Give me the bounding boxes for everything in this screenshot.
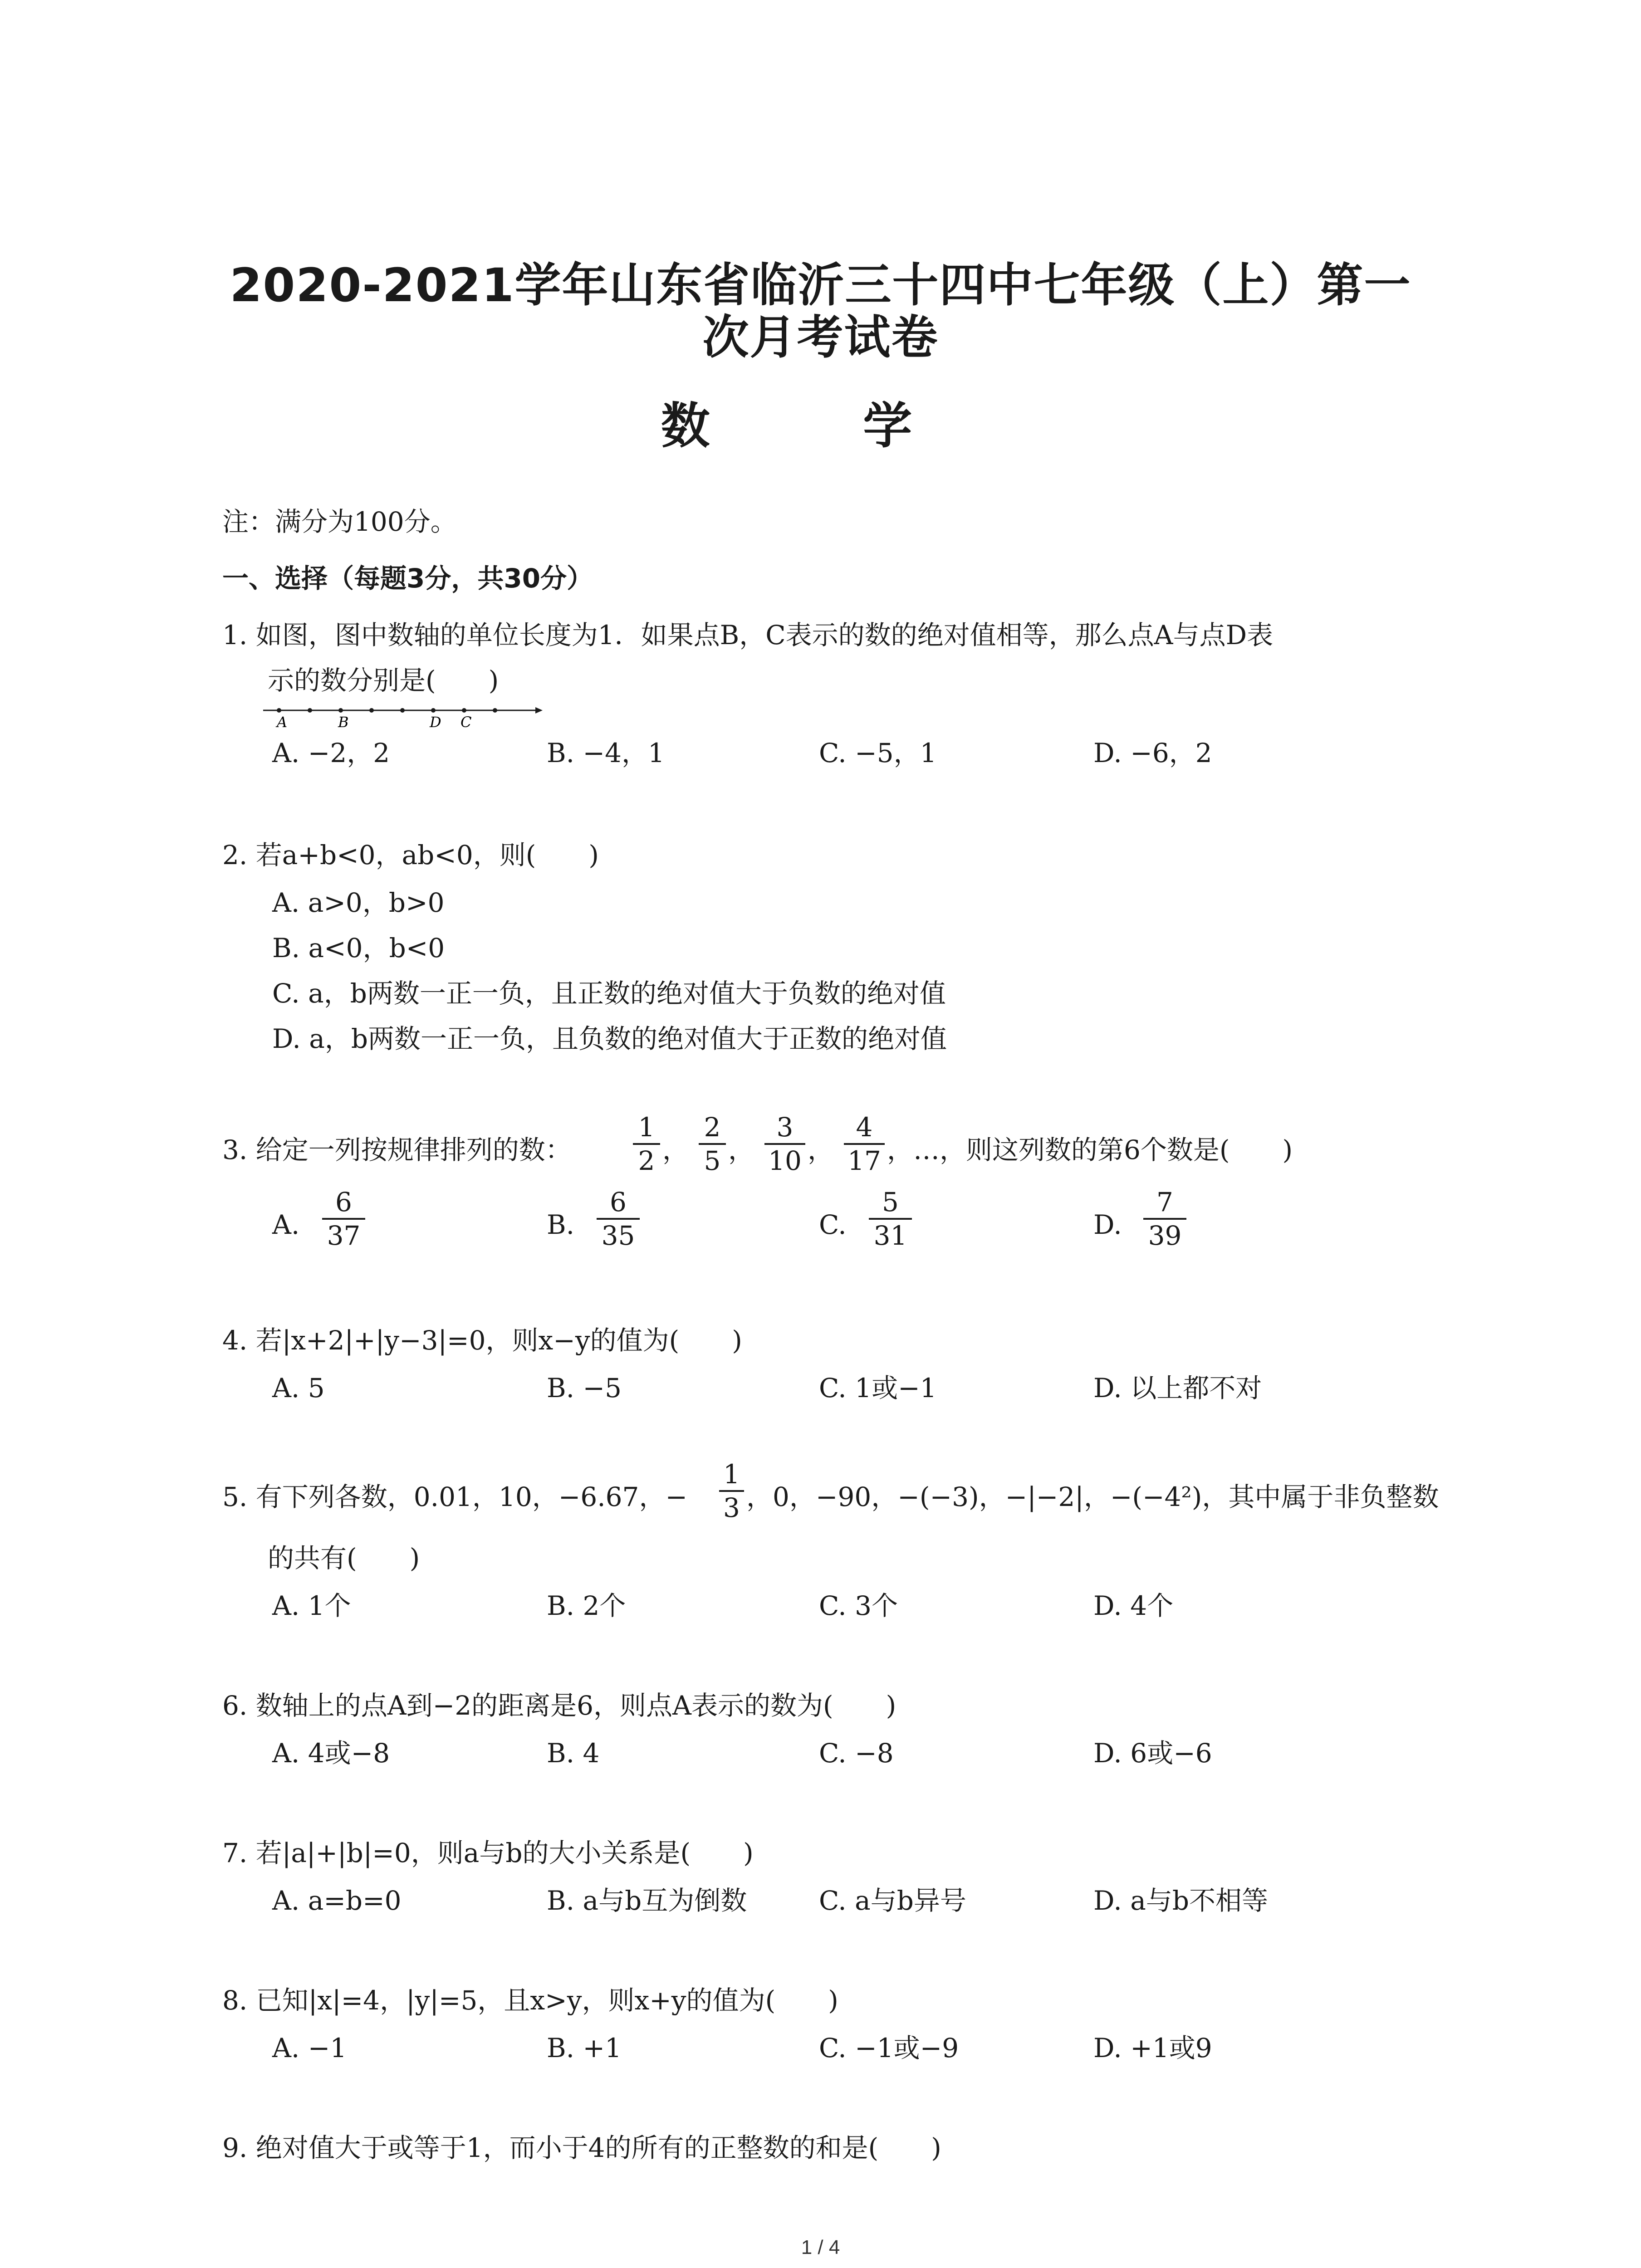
question-5-stem-cont: 的共有( ) (268, 1543, 420, 1574)
fraction-1-2 (633, 1111, 660, 1177)
fraction-denominator: 10 (768, 1145, 802, 1176)
axis-label-d: D (430, 714, 441, 729)
option-3a-fraction[interactable] (322, 1186, 365, 1251)
option-8b[interactable]: B. +1 (547, 2033, 622, 2063)
axis-label-c: C (460, 714, 472, 729)
option-4b[interactable]: B. −5 (547, 1373, 622, 1403)
fraction-denominator: 37 (327, 1220, 361, 1251)
option-1b[interactable]: B. −4，1 (547, 738, 665, 768)
fraction-numerator: 1 (723, 1459, 740, 1490)
exam-title-line2: 次月考试卷 (702, 311, 939, 365)
option-7c[interactable]: C. a与b异号 (819, 1885, 966, 1916)
subject-heading: 数 学 (661, 398, 980, 455)
option-8d[interactable]: D. +1或9 (1093, 2033, 1212, 2063)
fraction-numerator: 6 (610, 1187, 627, 1217)
fraction-numerator: 2 (704, 1112, 721, 1143)
fraction-numerator: 5 (882, 1187, 899, 1217)
option-3b-letter[interactable]: B. (547, 1209, 575, 1240)
fraction-3-10 (764, 1111, 805, 1177)
question-3-lead: 3. 给定一列按规律排列的数： (222, 1134, 572, 1165)
fraction-numerator: 3 (776, 1112, 794, 1143)
option-2d[interactable]: D. a，b两数一正一负，且负数的绝对值大于正数的绝对值 (272, 1023, 947, 1054)
section-heading: 一、选择（每题3分，共30分） (222, 563, 593, 594)
axis-label-b: B (338, 714, 349, 729)
option-1c[interactable]: C. −5，1 (819, 738, 937, 768)
option-1d[interactable]: D. −6，2 (1093, 738, 1212, 768)
exam-title-line1: 2020-2021学年山东省临沂三十四中七年级（上）第一 (230, 259, 1411, 313)
comma: ， (808, 1134, 834, 1165)
option-7b[interactable]: B. a与b互为倒数 (547, 1885, 747, 1916)
question-1-stem: 1. 如图，图中数轴的单位长度为1．如果点B，C表示的数的绝对值相等，那么点A与点D表 (222, 620, 1274, 650)
option-4d[interactable]: D. 以上都不对 (1093, 1373, 1262, 1403)
comma: ， (662, 1134, 689, 1165)
score-note: 注：满分为100分。 (222, 506, 457, 537)
fraction-denominator: 17 (847, 1145, 881, 1176)
option-3d-fraction[interactable] (1143, 1186, 1186, 1251)
option-6c[interactable]: C. −8 (819, 1738, 894, 1769)
fraction-numerator: 4 (856, 1112, 873, 1143)
question-1-stem-cont: 示的数分别是( ) (268, 665, 499, 696)
option-5d[interactable]: D. 4个 (1093, 1590, 1174, 1621)
page-number: 1 / 4 (801, 2236, 840, 2258)
fraction-denominator: 5 (704, 1145, 721, 1176)
fraction-numerator: 1 (638, 1112, 655, 1143)
question-7-stem: 7. 若|a|+|b|=0，则a与b的大小关系是( ) (222, 1838, 754, 1868)
option-6d[interactable]: D. 6或−6 (1093, 1738, 1212, 1769)
option-5b[interactable]: B. 2个 (547, 1590, 626, 1621)
fraction-2-5 (699, 1111, 726, 1177)
fraction-numerator: 6 (335, 1187, 352, 1217)
option-6a[interactable]: A. 4或−8 (272, 1738, 390, 1769)
option-8c[interactable]: C. −1或−9 (819, 2033, 959, 2063)
option-3c-fraction[interactable] (869, 1186, 912, 1251)
question-6-stem: 6. 数轴上的点A到−2的距离是6，则点A表示的数为( ) (222, 1690, 896, 1721)
option-1a[interactable]: A. −2，2 (272, 738, 390, 768)
number-line-figure (263, 702, 544, 729)
option-2b[interactable]: B. a<0，b<0 (272, 933, 445, 963)
fraction-1-3 (719, 1458, 744, 1524)
option-3a-letter[interactable]: A. (272, 1209, 300, 1240)
option-3d-letter[interactable]: D. (1093, 1209, 1122, 1240)
option-3c-letter[interactable]: C. (819, 1209, 847, 1240)
fraction-denominator: 2 (638, 1145, 655, 1176)
fraction-numerator: 7 (1156, 1187, 1173, 1217)
question-8-stem: 8. 已知|x|=4，|y|=5，且x>y，则x+y的值为( ) (222, 1985, 838, 2016)
fraction-denominator: 31 (873, 1220, 907, 1251)
fraction-denominator: 3 (723, 1492, 740, 1523)
fraction-denominator: 39 (1148, 1220, 1182, 1251)
option-5c[interactable]: C. 3个 (819, 1590, 898, 1621)
question-5-lead: 5. 有下列各数，0.01，10，−6.67，− (222, 1481, 688, 1512)
option-8a[interactable]: A. −1 (272, 2033, 347, 2063)
option-4c[interactable]: C. 1或−1 (819, 1373, 937, 1403)
option-5a[interactable]: A. 1个 (272, 1590, 351, 1621)
fraction-denominator: 35 (601, 1220, 635, 1251)
question-3-tail: ，…，则这列数的第6个数是( ) (887, 1134, 1293, 1165)
option-2a[interactable]: A. a>0，b>0 (272, 887, 445, 918)
option-4a[interactable]: A. 5 (272, 1373, 325, 1403)
option-6b[interactable]: B. 4 (547, 1738, 600, 1769)
axis-label-a: A (277, 714, 288, 729)
option-3b-fraction[interactable] (597, 1186, 640, 1251)
question-4-stem: 4. 若|x+2|+|y−3|=0，则x−y的值为( ) (222, 1325, 742, 1356)
fraction-4-17 (844, 1111, 885, 1177)
option-7d[interactable]: D. a与b不相等 (1093, 1885, 1269, 1916)
option-2c[interactable]: C. a，b两数一正一负，且正数的绝对值大于负数的绝对值 (272, 978, 946, 1009)
question-5-tail: ，0，−90，−(−3)，−|−2|，−(−4²)，其中属于非负整数 (746, 1481, 1439, 1512)
comma: ， (728, 1134, 755, 1165)
option-7a[interactable]: A. a=b=0 (272, 1885, 402, 1916)
question-2-stem: 2. 若a+b<0，ab<0，则( ) (222, 840, 599, 870)
question-9-stem: 9. 绝对值大于或等于1，而小于4的所有的正整数的和是( ) (222, 2132, 941, 2163)
